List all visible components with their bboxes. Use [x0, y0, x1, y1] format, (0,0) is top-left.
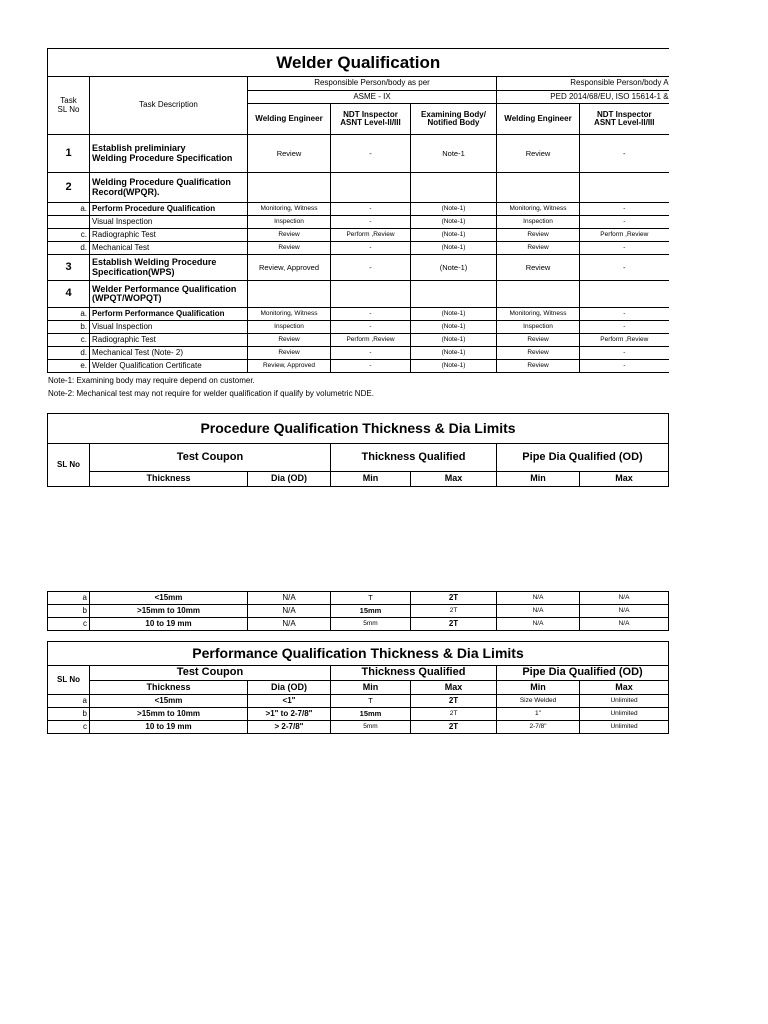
dia-header: Dia (OD): [248, 472, 331, 487]
examining-body-header: Examining Body/ Notified Body: [411, 104, 497, 135]
table-row: b >15mm to 10mm N/A 15mm 2T N/A N/A: [48, 605, 669, 618]
table-row: b >15mm to 10mm >1" to 2-7/8" 15mm 2T 1" Unlimited: [48, 708, 669, 721]
table-row: 4 Welder Performance Qualification (WPQT/WOPQT): [48, 281, 669, 308]
welder-qualification-title: Welder Qualification: [48, 49, 669, 77]
sl-no-header: SL No: [48, 666, 90, 695]
pipe-max-header: Max: [580, 472, 669, 487]
max-header: Max: [411, 472, 497, 487]
performance-qualification-title: Performance Qualification Thickness & Dia Limits: [48, 642, 669, 666]
procedure-qualification-title: Procedure Qualification Thickness & Dia Limits: [48, 414, 669, 444]
table-row: 3 Establish Welding Procedure Specification(WPS) Review, Approved - (Note-1) Review -: [48, 255, 669, 281]
note-2: Note-2: Mechanical test may not require for welder qualification if qualify by volumetric NDE.: [48, 389, 374, 398]
pipe-min-header: Min: [497, 472, 580, 487]
min-header: Min: [331, 472, 411, 487]
welder-qualification-table: [47, 48, 669, 373]
table-row: c. Radiographic Test Review Perform ,Review (Note-1) Review Perform ,Review: [48, 334, 669, 347]
table-row: c 10 to 19 mm N/A 5mm 2T N/A N/A: [48, 618, 669, 631]
performance-qualification-table: [47, 641, 669, 734]
table-row: d. Mechanical Test Review - (Note-1) Review -: [48, 242, 669, 255]
pipe-dia-header: Pipe Dia Qualified (OD): [497, 666, 669, 681]
thickness-header: Thickness: [90, 472, 248, 487]
welding-engineer-header-2: Welding Engineer: [497, 104, 580, 135]
ped-header: PED 2014/68/EU, ISO 15614-1 &: [497, 91, 669, 104]
responsible-ped-header: Responsible Person/body A: [497, 77, 669, 91]
thickness-qualified-header: Thickness Qualified: [331, 444, 497, 472]
ndt-inspector-header: NDT Inspector ASNT Level-II/III: [331, 104, 411, 135]
table-row: Visual Inspection Inspection - (Note-1) Inspection -: [48, 216, 669, 229]
pipe-dia-header: Pipe Dia Qualified (OD): [497, 444, 669, 472]
table-row: 2 Welding Procedure Qualification Record(WPQR).: [48, 173, 669, 203]
table-row: c 10 to 19 mm > 2-7/8" 5mm 2T 2-7/8" Unlimited: [48, 721, 669, 734]
task-description-header: Task Description: [90, 77, 248, 135]
dia-header: Dia (OD): [248, 681, 331, 695]
max-header: Max: [411, 681, 497, 695]
test-coupon-header: Test Coupon: [90, 444, 331, 472]
test-coupon-header: Test Coupon: [90, 666, 331, 681]
table-row: c. Radiographic Test Review Perform ,Review (Note-1) Review Perform ,Review: [48, 229, 669, 242]
responsible-asme-header: Responsible Person/body as per: [248, 77, 497, 91]
task-sl-no-header: Task SL No: [48, 77, 90, 135]
table-row: e. Welder Qualification Certificate Review, Approved - (Note-1) Review -: [48, 360, 669, 373]
ndt-inspector-header-2: NDT Inspector ASNT Level-II/III: [580, 104, 669, 135]
welding-engineer-header: Welding Engineer: [248, 104, 331, 135]
pipe-min-header: Min: [497, 681, 580, 695]
table-row: a <15mm N/A T 2T N/A N/A: [48, 592, 669, 605]
procedure-qualification-table: [47, 413, 669, 487]
pipe-max-header: Max: [580, 681, 669, 695]
table-row: a. Perform Performance Qualification Monitoring, Witness - (Note-1) Monitoring, Witness -: [48, 308, 669, 321]
table-row: a <15mm <1" T 2T Size Welded Unlimited: [48, 695, 669, 708]
table-row: 1 Establish preliminiary Welding Procedure Specification Review - Note-1 Review -: [48, 135, 669, 173]
table-row: a. Perform Procedure Qualification Monitoring, Witness - (Note-1) Monitoring, Witness -: [48, 203, 669, 216]
min-header: Min: [331, 681, 411, 695]
table-row: d. Mechanical Test (Note- 2) Review - (Note-1) Review -: [48, 347, 669, 360]
table-row: b. Visual Inspection Inspection - (Note-1) Inspection -: [48, 321, 669, 334]
thickness-header: Thickness: [90, 681, 248, 695]
sl-no-header: SL No: [48, 444, 90, 487]
procedure-qualification-rows: [47, 591, 669, 631]
asme-ix-header: ASME - IX: [248, 91, 497, 104]
note-1: Note-1: Examining body may require depend on customer.: [48, 376, 255, 385]
thickness-qualified-header: Thickness Qualified: [331, 666, 497, 681]
